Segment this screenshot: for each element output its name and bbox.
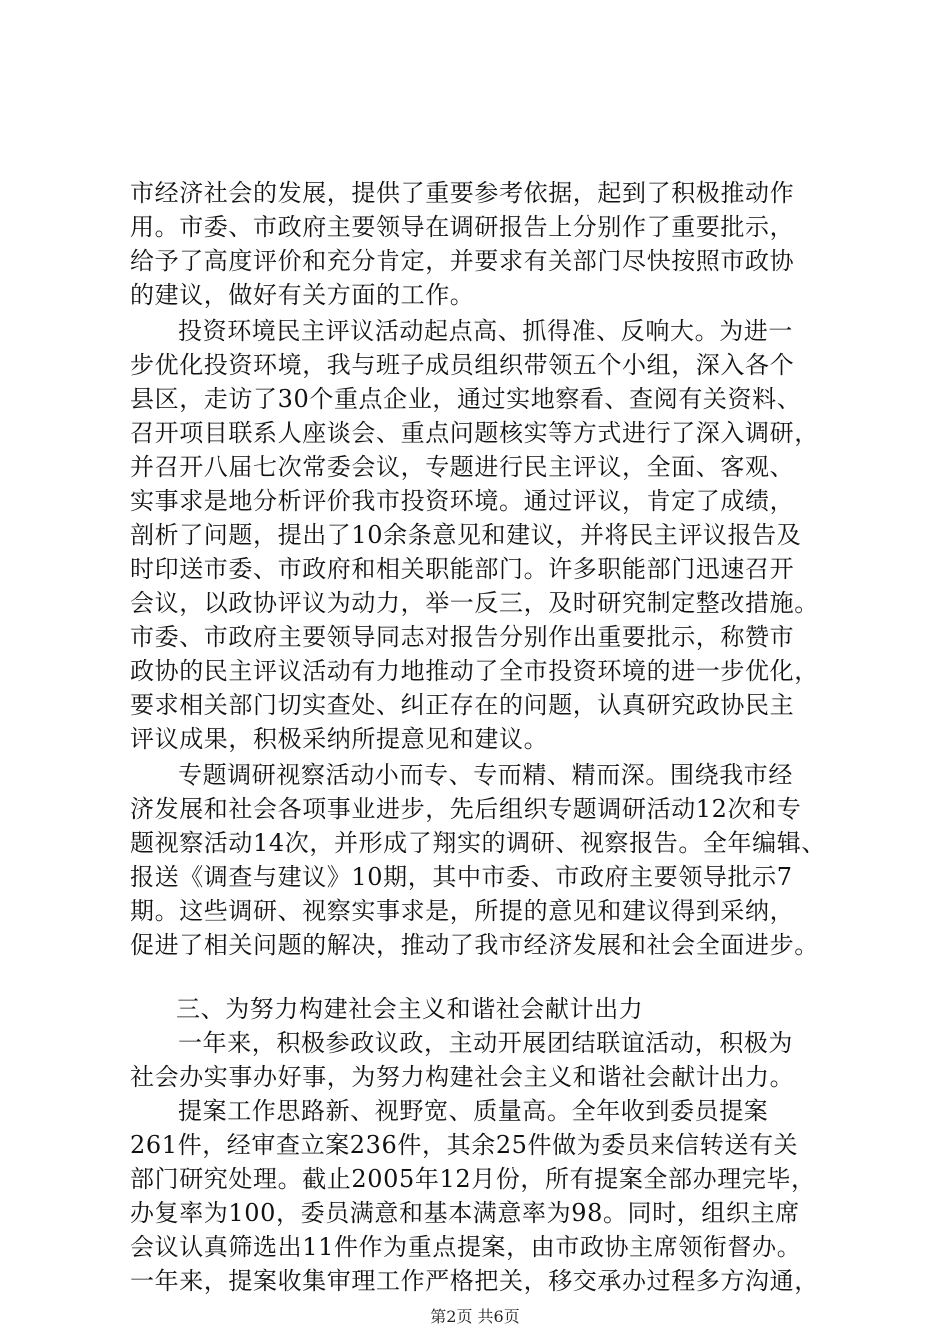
- text-line: 题视察活动14次，并形成了翔实的调研、视察报告。全年编辑、: [130, 829, 826, 857]
- text-line: 261件，经审查立案236件，其余25件做为委员来信转送有关: [130, 1131, 799, 1159]
- text-line: 市委、市政府主要领导同志对报告分别作出重要批示，称赞市: [130, 623, 795, 651]
- text-line: 步优化投资环境，我与班子成员组织带领五个小组，深入各个: [130, 351, 795, 379]
- text-line: 市经济社会的发展，提供了重要参考依据，起到了积极推动作: [130, 179, 795, 207]
- text-line: 剖析了问题，提出了10余条意见和建议，并将民主评议报告及: [130, 521, 802, 549]
- text-line: 一年来，提案收集审理工作严格把关，移交承办过程多方沟通，: [130, 1267, 819, 1295]
- text-line: 部门研究处理。截止2005年12月份，所有提案全部办理完毕，: [130, 1165, 816, 1193]
- text-line: 投资环境民主评议活动起点高、抓得准、反响大。为进一: [178, 317, 793, 345]
- text-line: 社会办实事办好事，为努力构建社会主义和谐社会献计出力。: [130, 1063, 795, 1091]
- text-line: 用。市委、市政府主要领导在调研报告上分别作了重要批示，: [130, 213, 795, 241]
- text-line: 政协的民主评议活动有力地推动了全市投资环境的进一步优化，: [130, 657, 819, 685]
- text-line: 县区，走访了30个重点企业，通过实地察看、查阅有关资料、: [130, 385, 802, 413]
- text-line: 要求相关部门切实查处、纠正存在的问题，认真研究政协民主: [130, 691, 795, 719]
- text-line: 促进了相关问题的解决，推动了我市经济发展和社会全面进步。: [130, 931, 819, 959]
- text-line: 并召开八届七次常委会议，专题进行民主评议，全面、客观、: [130, 453, 795, 481]
- text-line: 报送《调查与建议》10期，其中市委、市政府主要领导批示7: [130, 863, 793, 891]
- text-line: 办复率为100，委员满意和基本满意率为98。同时，组织主席: [130, 1199, 800, 1227]
- text-line: 会议，以政协评议为动力，举一反三，及时研究制定整改措施。: [130, 589, 819, 617]
- text-line: 时印送市委、市政府和相关职能部门。许多职能部门迅速召开: [130, 555, 795, 583]
- text-line: 召开项目联系人座谈会、重点问题核实等方式进行了深入调研，: [130, 419, 819, 447]
- page-number: 第2页 共6页: [430, 1307, 520, 1326]
- text-line: 专题调研视察活动小而专、专而精、精而深。围绕我市经: [178, 761, 793, 789]
- text-line: 济发展和社会各项事业进步，先后组织专题调研活动12次和专: [130, 795, 802, 823]
- text-line: 给予了高度评价和充分肯定，并要求有关部门尽快按照市政协: [130, 247, 795, 275]
- text-line: 提案工作思路新、视野宽、质量高。全年收到委员提案: [178, 1097, 769, 1125]
- text-line: 评议成果，积极采纳所提意见和建议。: [130, 725, 549, 753]
- text-line: 会议认真筛选出11件作为重点提案，由市政协主席领衔督办。: [130, 1233, 802, 1261]
- text-line: 期。这些调研、视察实事求是，所提的意见和建议得到采纳，: [130, 897, 795, 925]
- section-heading: 三、为努力构建社会主义和谐社会献计出力: [176, 995, 644, 1023]
- text-line: 实事求是地分析评价我市投资环境。通过评议，肯定了成绩，: [130, 487, 795, 515]
- text-line: 的建议，做好有关方面的工作。: [130, 281, 475, 309]
- text-line: 一年来，积极参政议政，主动开展团结联谊活动，积极为: [178, 1029, 793, 1057]
